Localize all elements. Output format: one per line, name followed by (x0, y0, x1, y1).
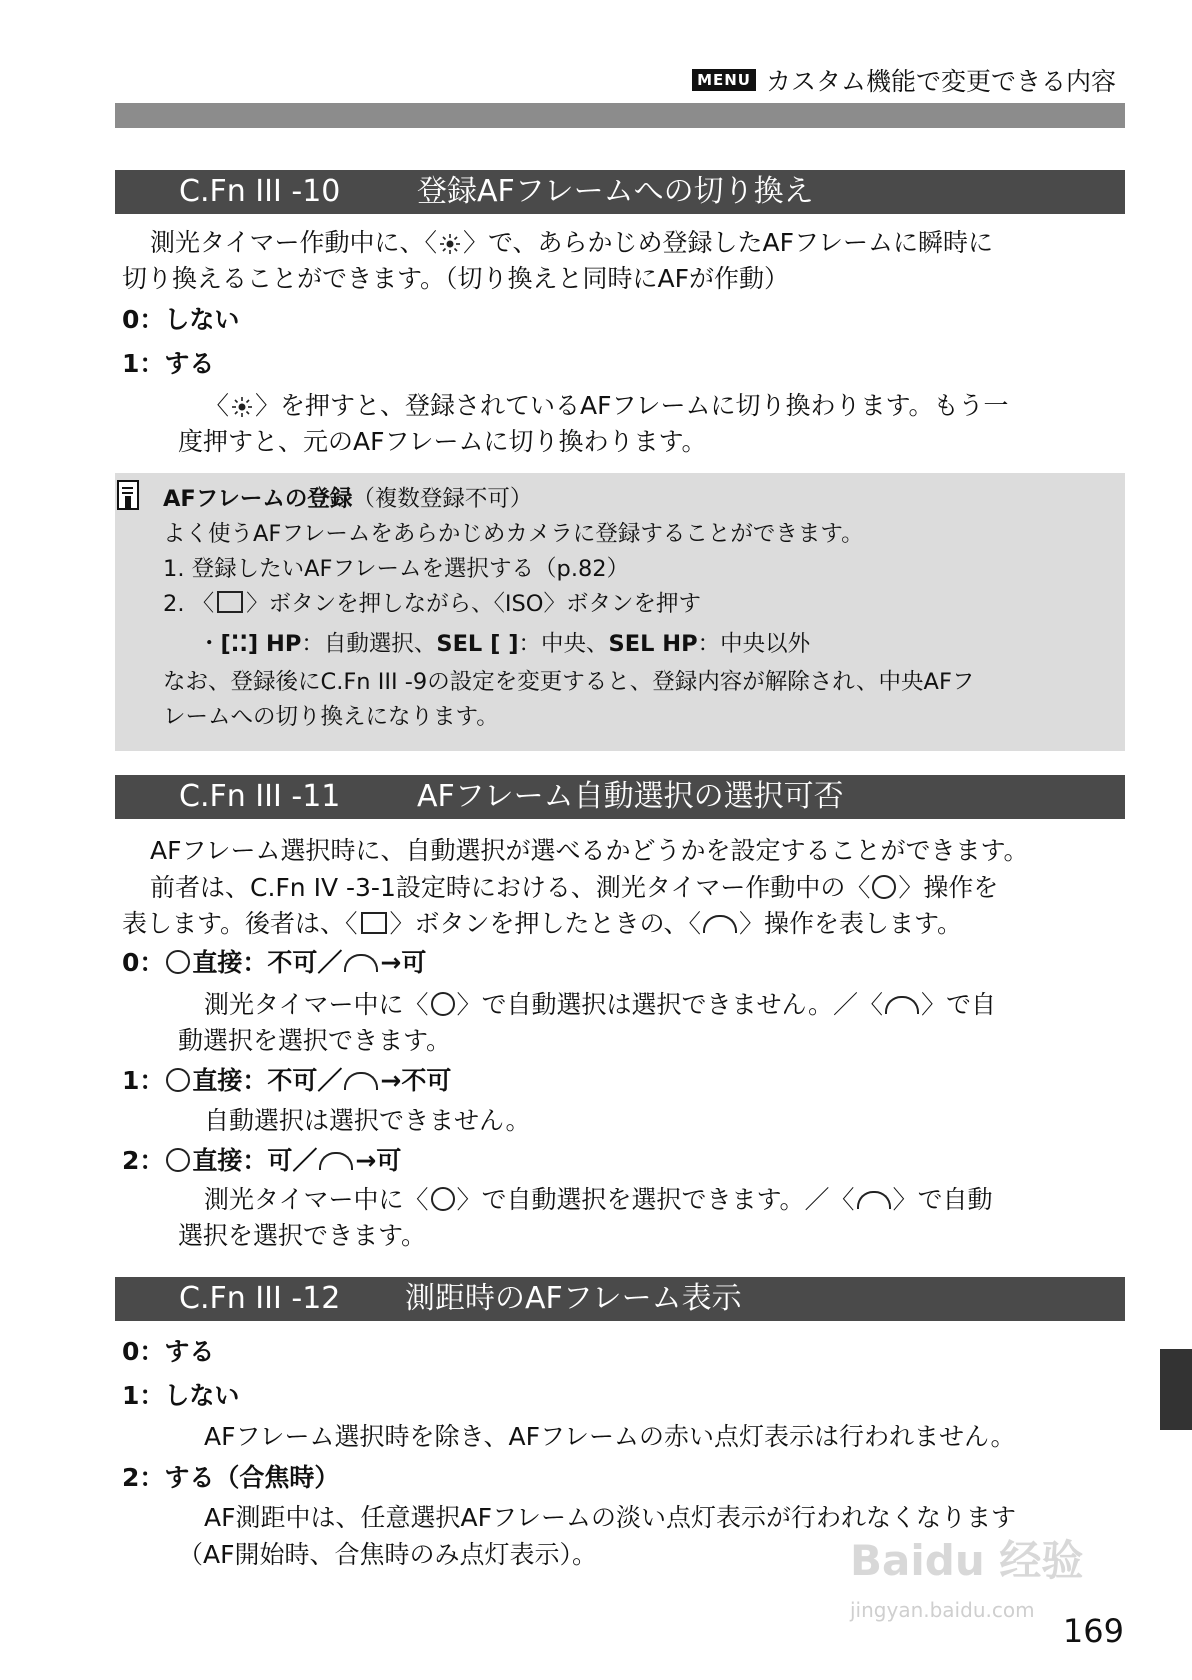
intro-text: 〉操作を (898, 873, 999, 902)
quick-control-dial-icon (431, 992, 455, 1016)
bullet-mark: ・ (198, 631, 221, 657)
main-dial-icon (344, 1072, 378, 1090)
quick-control-dial-icon (166, 1148, 190, 1172)
option-text: →可 (380, 948, 427, 977)
option-label: 2： (122, 1146, 165, 1175)
note-text: 〉ボタンを押しながら、〈ISO〉ボタンを押す (246, 591, 702, 617)
main-dial-icon (857, 1191, 891, 1209)
bullet-selhp-label: SEL HP (608, 631, 698, 657)
option-0: 0：する (122, 1337, 215, 1366)
option-label: 1： (122, 1066, 165, 1095)
option-description (204, 987, 996, 1023)
desc-text: 〉で自動選択は選択できません。／〈 (456, 990, 884, 1019)
watermark-brand: Baidu 经验 (850, 1536, 1084, 1585)
desc-text: 〈 (204, 391, 230, 420)
af-point-selection-icon (361, 912, 387, 934)
header-divider-bar (115, 103, 1125, 128)
desc-text: 〉で自動 (892, 1185, 993, 1214)
bullet-sel-label: SEL [ ] (436, 631, 519, 657)
option-1 (122, 1063, 451, 1099)
option-description (204, 388, 1009, 424)
chapter-side-tab (1160, 1349, 1192, 1430)
section-title: AFフレーム自動選択の選択可否 (417, 779, 844, 814)
section-intro-line: AFフレーム選択時に、自動選択が選べるかどうかを設定することができます。 (150, 836, 1029, 865)
intro-text: 〉操作を表します。 (739, 909, 963, 938)
option-description: 選択を選択できます。 (178, 1221, 427, 1250)
section-title: 測距時のAFフレーム表示 (405, 1281, 742, 1316)
option-1: 1：しない (122, 1381, 240, 1410)
option-description: （AF開始時、合焦時のみ点灯表示）。 (178, 1540, 597, 1569)
multi-controller-icon (231, 396, 253, 418)
desc-text: 測光タイマー中に〈 (204, 1185, 429, 1214)
intro-text: 測光タイマー作動中に、〈 (150, 228, 438, 257)
main-dial-icon (344, 954, 378, 972)
desc-text: 測光タイマー中に〈 (204, 990, 429, 1019)
bullet-text: ：自動選択、 (301, 631, 437, 657)
quick-control-dial-icon (166, 1068, 190, 1092)
option-text: 直接：可／ (192, 1146, 318, 1175)
quick-control-dial-icon (166, 950, 190, 974)
option-text: →不可 (380, 1066, 452, 1095)
note-title-suffix: （複数登録不可） (352, 486, 533, 512)
menu-badge: MENU (692, 69, 756, 91)
desc-text: 〉を押すと、登録されているAFフレームに切り換わります。もう一 (255, 391, 1009, 420)
quick-control-dial-icon (431, 1187, 455, 1211)
option-description: AFフレーム選択時を除き、AFフレームの赤い点灯表示は行われません。 (204, 1422, 1016, 1451)
bullet-text: ：中央以外 (697, 631, 811, 657)
section-code: C.Fn III -11 (179, 779, 341, 814)
option-2: 2：する（合焦時） (122, 1463, 340, 1492)
page-number: 169 (1062, 1612, 1124, 1650)
header-title: カスタム機能で変更できる内容 (765, 67, 1116, 96)
note-line: よく使うAFフレームをあらかじめカメラに登録することができます。 (163, 521, 864, 547)
section-bar-cfn-iii-12 (115, 1277, 1125, 1321)
af-point-selection-icon (217, 591, 243, 613)
main-dial-icon (885, 996, 919, 1014)
intro-text: 〉で、あらかじめ登録したAFフレームに瞬時に (463, 228, 993, 257)
watermark-url: jingyan.baidu.com (850, 1598, 1035, 1622)
option-0: 0：しない (122, 305, 240, 334)
option-text: 直接：不可／ (192, 1066, 343, 1095)
section-intro-line: 切り換えることができます。（切り換えと同時にAFが作動） (122, 264, 789, 293)
section-title: 登録AFフレームへの切り換え (417, 174, 814, 209)
option-description: 動選択を選択できます。 (178, 1026, 452, 1055)
option-description: 度押すと、元のAFフレームに切り換わります。 (178, 427, 707, 456)
option-description: 自動選択は選択できません。 (204, 1106, 531, 1135)
section-intro-line (150, 225, 993, 261)
intro-text: 〉ボタンを押したときの、〈 (389, 909, 702, 938)
option-text: 直接：不可／ (192, 948, 343, 977)
note-title: AFフレームの登録 (163, 486, 353, 512)
multi-controller-icon (439, 233, 461, 255)
option-label: 0： (122, 948, 165, 977)
note-title-line (163, 482, 532, 516)
section-code: C.Fn III -10 (179, 174, 341, 209)
note-text: 2. 〈 (163, 591, 215, 617)
section-bar-cfn-iii-11 (115, 775, 1125, 819)
main-dial-icon (703, 915, 737, 933)
intro-text: 前者は、C.Fn IV -3-1設定時における、測光タイマー作動中の〈 (150, 873, 871, 902)
intro-text: 表します。後者は、〈 (122, 909, 358, 938)
option-description: AF測距中は、任意選択AFフレームの淡い点灯表示が行われなくなります (204, 1503, 1016, 1532)
main-dial-icon (319, 1152, 353, 1170)
note-bullet (198, 627, 810, 661)
page-header (692, 62, 1116, 98)
memo-icon (117, 480, 141, 514)
note-line: レームへの切り換えになります。 (163, 704, 499, 730)
option-2 (122, 1143, 401, 1179)
section-code: C.Fn III -12 (179, 1281, 341, 1316)
note-step-1: 1. 登録したいAFフレームを選択する（p.82） (163, 556, 630, 582)
section-bar-cfn-iii-10 (115, 170, 1125, 214)
section-intro-line (122, 906, 962, 942)
note-step-2 (163, 587, 701, 621)
section-intro-line (150, 870, 998, 906)
option-text: →可 (355, 1146, 402, 1175)
bullet-hp-label: [⁚⁚] HP (220, 631, 302, 657)
option-1: 1：する (122, 349, 215, 378)
note-line: なお、登録後にC.Fn III -9の設定を変更すると、登録内容が解除され、中央AFフ (163, 669, 975, 695)
option-description (204, 1182, 993, 1218)
bullet-text: ：中央、 (518, 631, 609, 657)
desc-text: 〉で自 (921, 990, 997, 1019)
quick-control-dial-icon (872, 875, 896, 899)
option-0 (122, 945, 426, 981)
desc-text: 〉で自動選択を選択できます。／〈 (456, 1185, 855, 1214)
